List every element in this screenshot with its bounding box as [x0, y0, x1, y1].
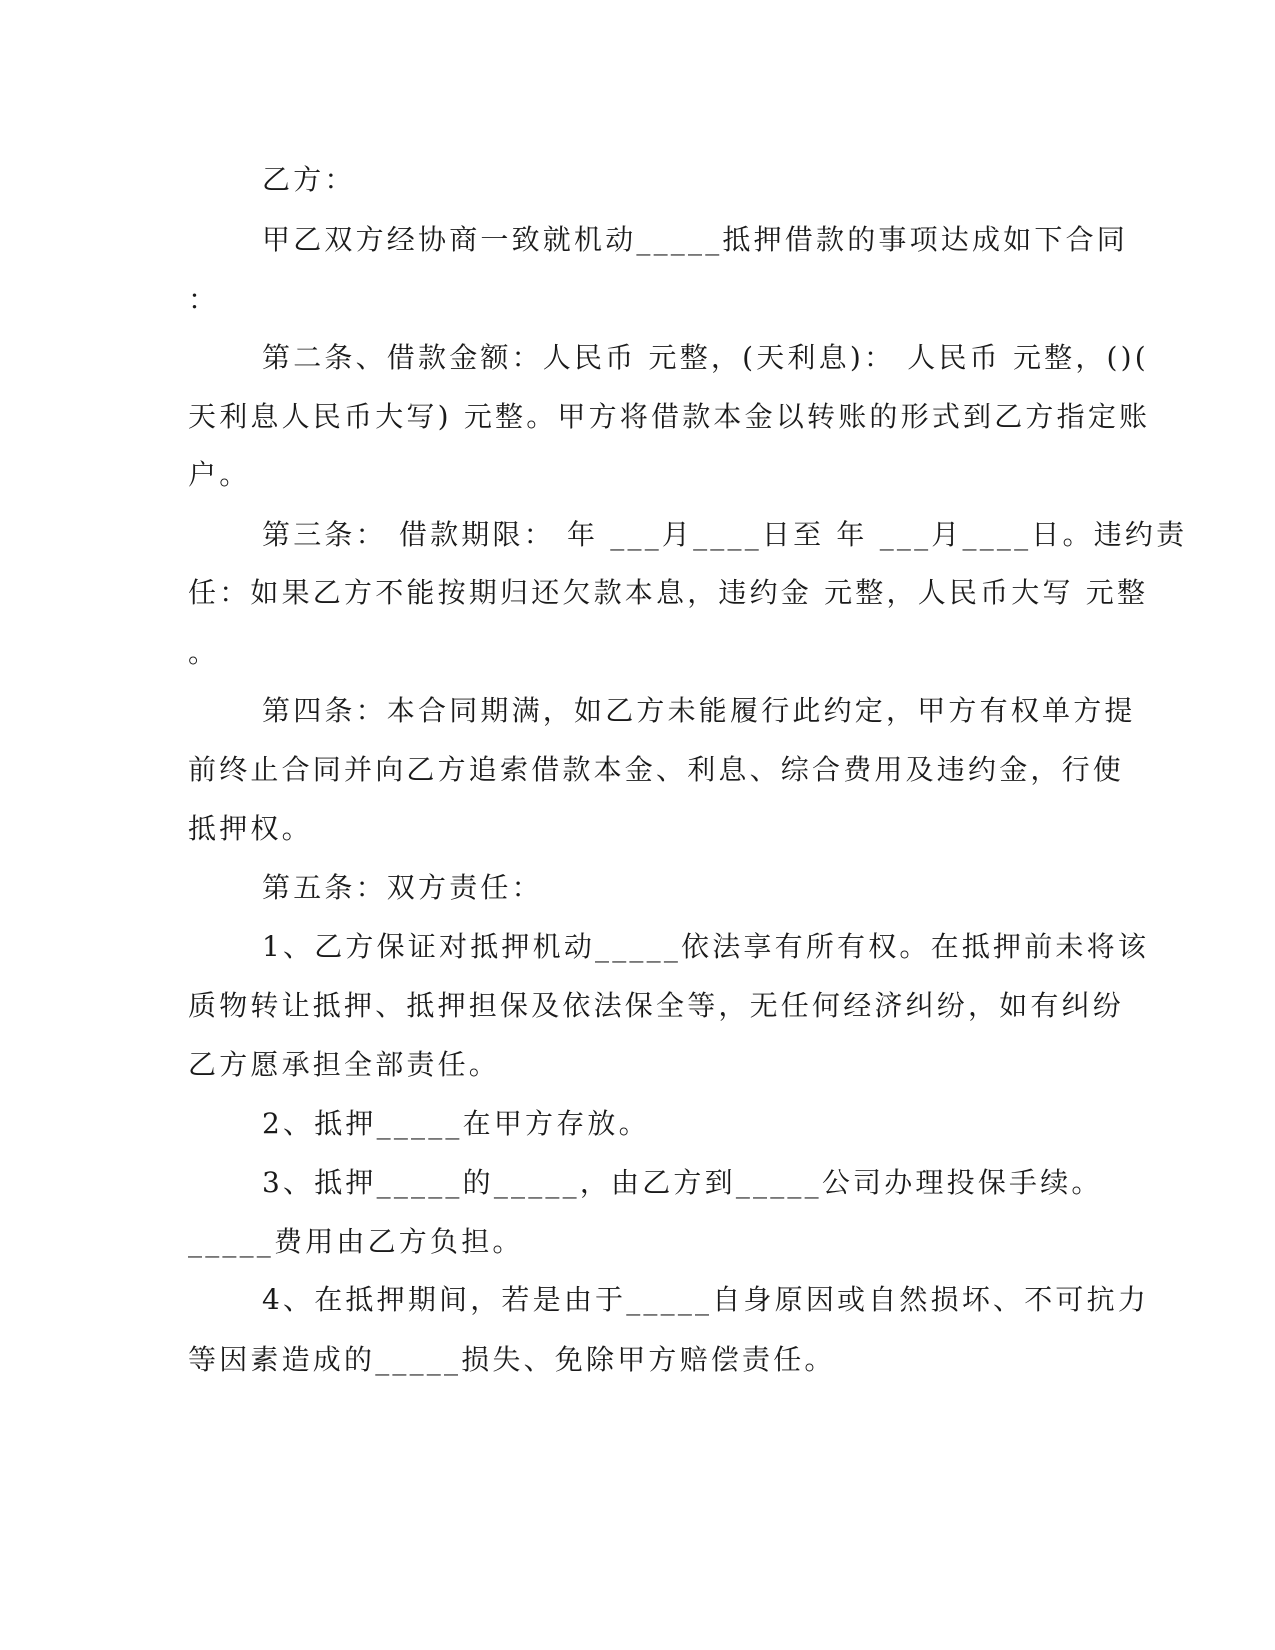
preamble-line-1: 甲乙双方经协商一致就机动_____抵押借款的事项达成如下合同 [262, 223, 1129, 256]
article-3-line-1: 第三条： 借款期限： 年 ___月____日至 年 ___月____日。违约责 [262, 518, 1188, 551]
party-b-line: 乙方： [262, 163, 356, 196]
article-5-heading: 第五条：双方责任： [262, 871, 543, 904]
article-4-line-3: 抵押权。 [188, 812, 313, 845]
article-2-line-3: 户。 [188, 458, 251, 491]
article-2-line-2: 天利息人民币大写) 元整。甲方将借款本金以转账的形式到乙方指定账 [188, 400, 1151, 433]
article-3-line-3: 。 [188, 636, 220, 669]
clause-3-line-1: 3、抵押_____的_____，由乙方到_____公司办理投保手续。 [262, 1166, 1103, 1199]
clause-1-line-1: 1、乙方保证对抵押机动_____依法享有所有权。在抵押前未将该 [262, 930, 1150, 963]
article-3-line-2: 任：如果乙方不能按期归还欠款本息，违约金 元整，人民币大写 元整 [188, 576, 1149, 609]
clause-4-line-2: 等因素造成的_____损失、免除甲方赔偿责任。 [188, 1343, 836, 1376]
article-4-line-1: 第四条：本合同期满，如乙方未能履行此约定，甲方有权单方提 [262, 694, 1136, 727]
clause-4-line-1: 4、在抵押期间，若是由于_____自身原因或自然损坏、不可抗力 [262, 1283, 1150, 1316]
clause-1-line-3: 乙方愿承担全部责任。 [188, 1048, 501, 1081]
preamble-line-2: ： [188, 283, 220, 316]
article-4-line-2: 前终止合同并向乙方追索借款本金、利息、综合费用及违约金，行使 [188, 753, 1125, 786]
clause-1-line-2: 质物转让抵押、抵押担保及依法保全等，无任何经济纠纷，如有纠纷 [188, 989, 1125, 1022]
clause-3-line-2: _____费用由乙方负担。 [188, 1225, 524, 1258]
clause-2-line: 2、抵押_____在甲方存放。 [262, 1107, 650, 1140]
article-2-line-1: 第二条、借款金额：人民币 元整，(天利息)： 人民币 元整，()( [262, 341, 1149, 374]
